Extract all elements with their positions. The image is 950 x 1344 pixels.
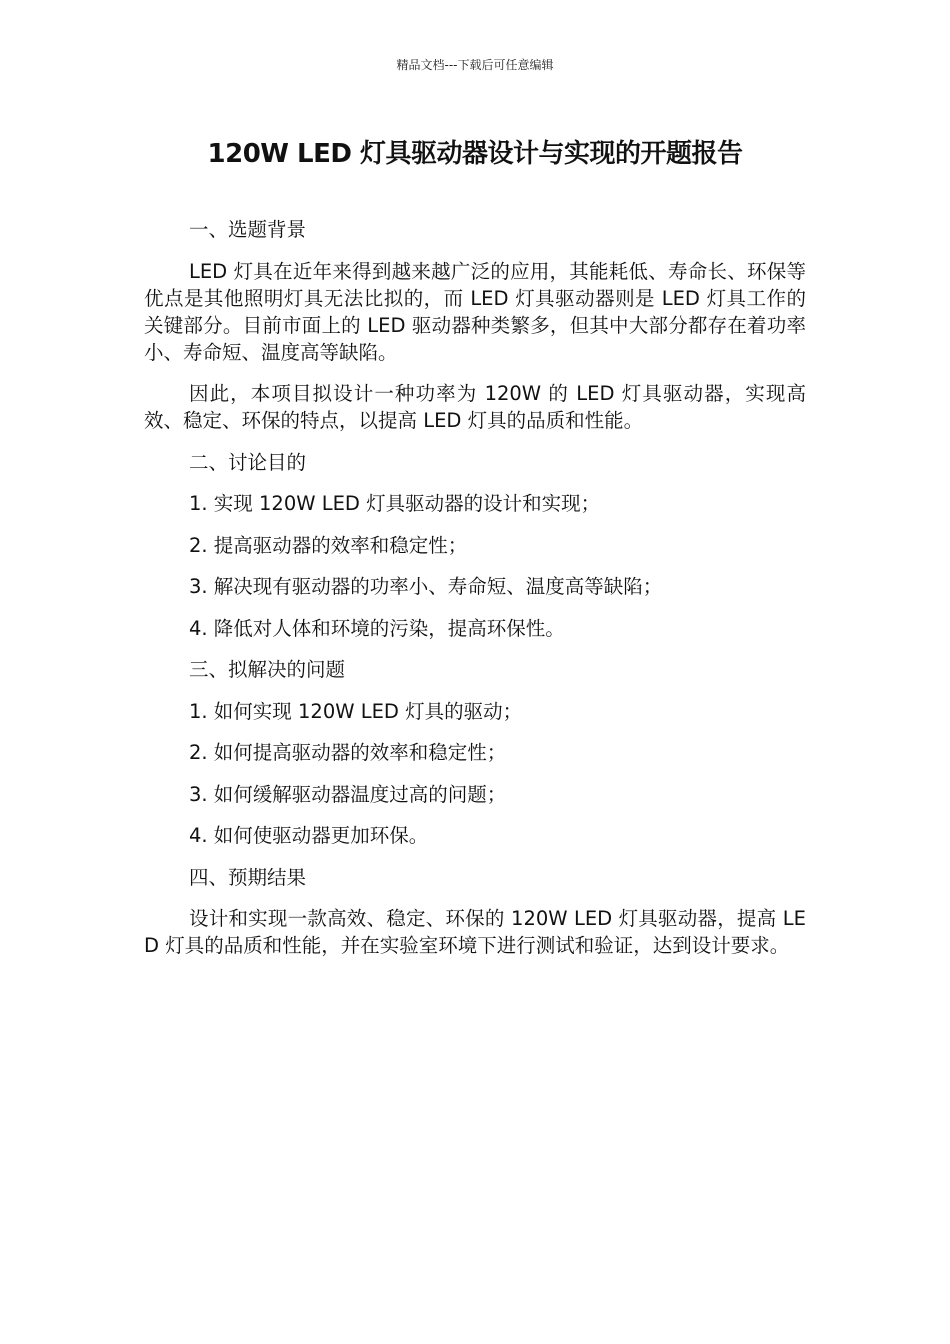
list-item-purpose-4: 4. 降低对人体和环境的污染，提高环保性。 [189, 616, 565, 640]
list-item-problem-3: 3. 如何缓解驱动器温度过高的问题； [189, 782, 507, 806]
list-item-problem-4: 4. 如何使驱动器更加环保。 [189, 824, 429, 847]
paragraph-expected-results: 设计和实现一款高效、稳定、环保的 120W LED 灯具驱动器，提高 LED 灯具的品质和性能，并在实验室环境下进行测试和验证，达到设计要求。 [144, 907, 806, 957]
list-item-purpose-3: 3. 解决现有驱动器的功率小、寿命短、温度高等缺陷； [189, 575, 663, 598]
section-heading-background: 一、选题背景 [189, 218, 307, 241]
section-heading-purpose: 二、讨论目的 [189, 450, 307, 474]
list-item-purpose-1: 1. 实现 120W LED 灯具驱动器的设计和实现； [189, 492, 601, 515]
list-item-problem-1: 1. 如何实现 120W LED 灯具的驱动； [189, 699, 523, 723]
paragraph-background: LED 灯具在近年来得到越来越广泛的应用，其能耗低、寿命长、环保等优点是其他照明灯具无法比拟的，而 LED 灯具驱动器则是 LED 灯具工作的关键部分。目前市面上的 LED 驱动器种类繁多，但其中大部分都存在着功率小、寿命短、温度高等缺陷。 [144, 259, 806, 364]
page-header: 精品文档---下载后可任意编辑 [396, 58, 554, 72]
document-body [144, 216, 806, 974]
section-heading-results: 四、预期结果 [189, 865, 307, 889]
section-heading-problems: 三、拟解决的问题 [189, 658, 346, 681]
list-item-problem-2: 2. 如何提高驱动器的效率和稳定性； [189, 741, 507, 764]
paragraph-project-goal: 因此，本项目拟设计一种功率为 120W 的 LED 灯具驱动器，实现高效、稳定、环保的特点，以提高 LED 灯具的品质和性能。 [144, 382, 806, 432]
list-item-purpose-2: 2. 提高驱动器的效率和稳定性； [189, 533, 468, 557]
document-title: 120W LED 灯具驱动器设计与实现的开题报告 [207, 139, 743, 169]
